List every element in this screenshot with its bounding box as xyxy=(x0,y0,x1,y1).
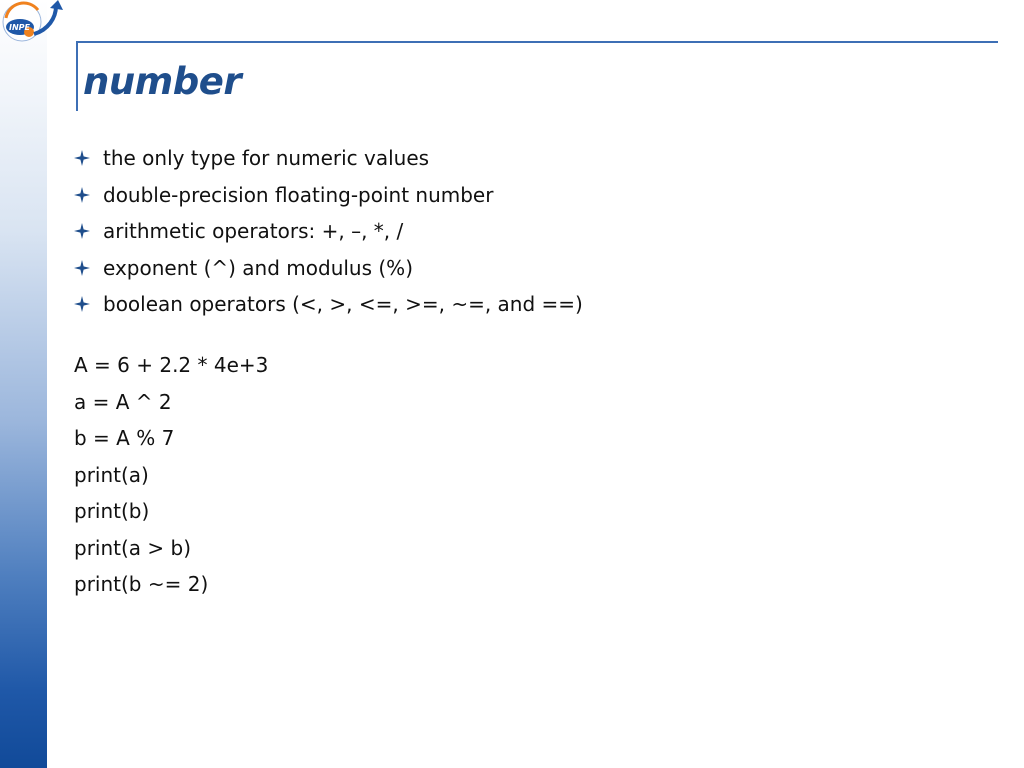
four-point-star-bullet-icon xyxy=(74,187,103,203)
title-rule-vertical xyxy=(76,41,78,111)
bullet-text: the only type for numeric values xyxy=(103,146,430,171)
code-line: print(a > b) xyxy=(74,535,192,560)
bullet-item xyxy=(74,140,583,177)
bullet-item xyxy=(74,177,583,214)
bullet-text: exponent (^) and modulus (%) xyxy=(103,255,413,280)
four-point-star-bullet-icon xyxy=(74,296,103,312)
bullet-item xyxy=(74,250,583,287)
code-line: a = A ^ 2 xyxy=(74,389,172,414)
four-point-star-bullet-icon xyxy=(74,223,103,239)
bullet-list xyxy=(74,140,583,323)
bullet-text: arithmetic operators: +, –, *, / xyxy=(103,219,404,244)
bullet-text: boolean operators (<, >, <=, >=, ~=, and ==) xyxy=(103,292,583,317)
bullet-item xyxy=(74,286,583,323)
inpe-logo xyxy=(0,0,66,50)
code-line: print(b) xyxy=(74,499,150,523)
code-line: print(a) xyxy=(74,462,149,487)
code-line: A = 6 + 2.2 * 4e+3 xyxy=(74,353,269,377)
sidebar-gradient xyxy=(0,0,47,768)
code-block xyxy=(74,347,268,603)
slide-title: number xyxy=(83,60,242,103)
code-line: print(b ~= 2) xyxy=(74,572,209,596)
logo-text: INPE xyxy=(9,23,30,32)
bullet-text: double-precision floating-point number xyxy=(103,182,494,207)
bullet-item xyxy=(74,213,583,250)
four-point-star-bullet-icon xyxy=(74,150,103,166)
title-rule xyxy=(76,41,998,43)
four-point-star-bullet-icon xyxy=(74,260,103,276)
code-line: b = A % 7 xyxy=(74,426,175,450)
